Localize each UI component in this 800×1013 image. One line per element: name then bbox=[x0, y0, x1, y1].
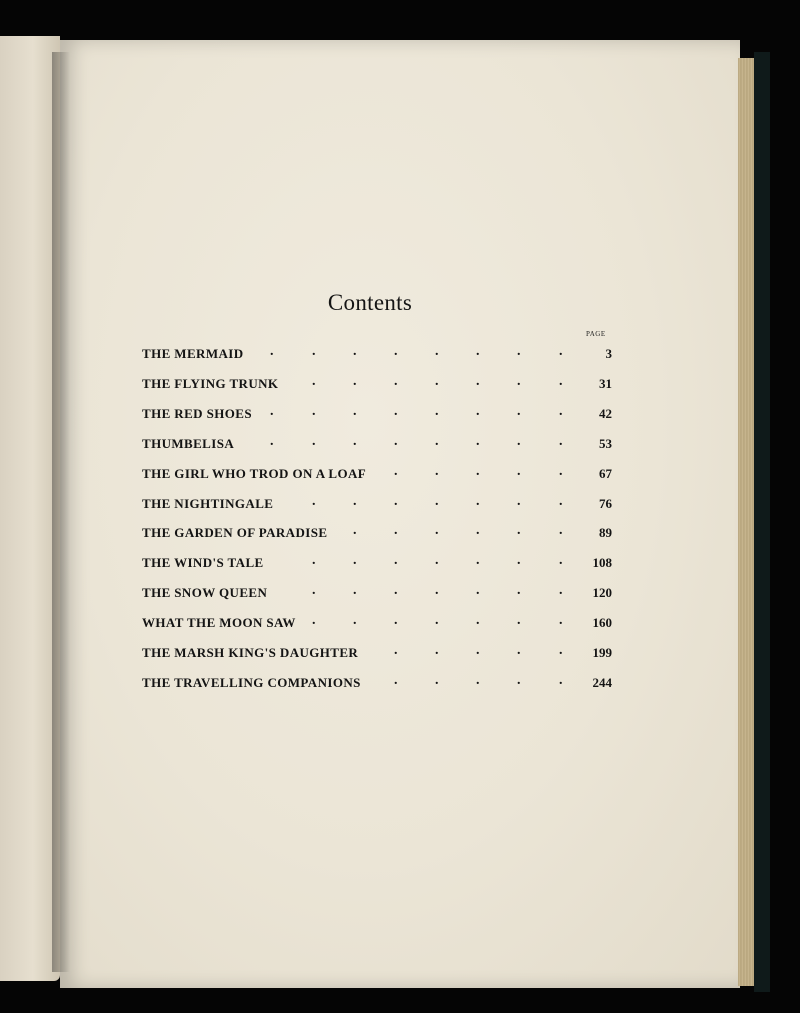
leader-dot: . bbox=[559, 433, 563, 449]
leader-dot: . bbox=[353, 553, 357, 569]
toc-entry-title: WHAT THE MOON SAW bbox=[142, 615, 296, 631]
toc-entry bbox=[142, 403, 612, 426]
toc-entry-title: THE GARDEN OF PARADISE bbox=[142, 525, 328, 541]
toc-entry-page-number: 244 bbox=[592, 674, 612, 690]
leader-dot: . bbox=[435, 523, 439, 539]
contents-heading: Contents bbox=[327, 290, 413, 315]
toc-entry-title: THE FLYING TRUNK bbox=[142, 375, 279, 391]
leader-dot: . bbox=[394, 553, 398, 569]
leader-dot: . bbox=[312, 403, 316, 419]
leader-dot: . bbox=[353, 433, 357, 449]
leader-dot: . bbox=[394, 344, 398, 359]
leader-dot: . bbox=[517, 403, 521, 419]
toc-entry-page-number: 42 bbox=[599, 405, 612, 421]
leader-dot: . bbox=[353, 613, 357, 629]
leader-dot: . bbox=[517, 344, 521, 359]
leader-dot: . bbox=[435, 553, 439, 569]
page-column-label: PAGE bbox=[586, 330, 606, 338]
leader-dot: . bbox=[270, 433, 274, 449]
leader-dot: . bbox=[435, 613, 439, 629]
toc-entry bbox=[142, 433, 612, 456]
leader-dot: . bbox=[435, 672, 439, 688]
leader-dot: . bbox=[312, 553, 316, 569]
leader-dot: . bbox=[435, 373, 439, 389]
toc-entry bbox=[142, 346, 612, 366]
leader-dot: . bbox=[270, 403, 274, 419]
leader-dot: . bbox=[394, 493, 398, 509]
leader-dot: . bbox=[312, 493, 316, 509]
toc-entry bbox=[142, 585, 612, 605]
toc-entry-page-number: 120 bbox=[592, 585, 612, 601]
leader-dot: . bbox=[559, 613, 563, 629]
leader-dot: . bbox=[353, 373, 357, 389]
leader-dot: . bbox=[353, 493, 357, 509]
leader-dot: . bbox=[312, 433, 316, 449]
leader-dot: . bbox=[476, 613, 480, 629]
leader-dot: . bbox=[312, 613, 316, 629]
leader-dot: . bbox=[517, 583, 521, 599]
toc-entry bbox=[142, 555, 612, 575]
toc-entry bbox=[142, 525, 612, 545]
leader-dot: . bbox=[476, 523, 480, 539]
toc-entry bbox=[142, 615, 612, 635]
leader-dot: . bbox=[394, 613, 398, 629]
leader-dot: . bbox=[476, 344, 480, 359]
leader-dot: . bbox=[559, 523, 563, 539]
toc-entry bbox=[142, 463, 612, 486]
leader-dot: . bbox=[435, 433, 439, 449]
leader-dot: . bbox=[435, 403, 439, 419]
leader-dot: . bbox=[517, 553, 521, 569]
leader-dot: . bbox=[517, 613, 521, 629]
facing-page bbox=[0, 36, 60, 981]
leader-dot: . bbox=[394, 433, 398, 449]
leader-dot: . bbox=[394, 403, 398, 419]
leader-dot: . bbox=[559, 463, 563, 479]
leader-dot: . bbox=[353, 344, 357, 359]
leader-dot: . bbox=[435, 493, 439, 509]
leader-dot: . bbox=[394, 463, 398, 479]
leader-dot: . bbox=[476, 493, 480, 509]
leader-dot: . bbox=[517, 643, 521, 658]
leader-dot: . bbox=[394, 583, 398, 599]
toc-entry-page-number: 108 bbox=[592, 555, 612, 571]
toc-entry-title: THE WIND'S TALE bbox=[142, 555, 264, 571]
toc-entry-page-number: 199 bbox=[592, 645, 612, 660]
toc-entry-title: THE NIGHTINGALE bbox=[142, 495, 274, 511]
toc-entry-title: THE TRAVELLING COMPANIONS bbox=[142, 674, 361, 690]
toc-entry-page-number: 67 bbox=[599, 465, 612, 481]
toc-entry-page-number: 76 bbox=[599, 495, 612, 511]
leader-dot: . bbox=[394, 373, 398, 389]
leader-dot: . bbox=[559, 493, 563, 509]
leader-dot: . bbox=[559, 403, 563, 419]
leader-dot: . bbox=[394, 672, 398, 688]
leader-dot: . bbox=[517, 523, 521, 539]
leader-dot: . bbox=[559, 643, 563, 658]
leader-dot: . bbox=[476, 583, 480, 599]
toc-entry-title: THE MERMAID bbox=[142, 346, 244, 361]
leader-dot: . bbox=[559, 583, 563, 599]
page-gutter bbox=[52, 52, 70, 972]
leader-dot: . bbox=[312, 583, 316, 599]
leader-dot: . bbox=[312, 344, 316, 359]
leader-dot: . bbox=[559, 672, 563, 688]
leader-dot: . bbox=[559, 373, 563, 389]
leader-dot: . bbox=[476, 373, 480, 389]
leader-dot: . bbox=[353, 583, 357, 599]
leader-dot: . bbox=[476, 403, 480, 419]
leader-dot: . bbox=[435, 344, 439, 359]
leader-dot: . bbox=[517, 672, 521, 688]
leader-dot: . bbox=[517, 493, 521, 509]
toc-entry-title: THE GIRL WHO TROD ON A LOAF bbox=[142, 465, 367, 481]
leader-dot: . bbox=[517, 373, 521, 389]
leader-dot: . bbox=[435, 463, 439, 479]
toc-entry-title: THUMBELISA bbox=[142, 435, 235, 451]
leader-dot: . bbox=[476, 433, 480, 449]
toc-entry-page-number: 89 bbox=[599, 525, 612, 541]
toc-entry-page-number: 160 bbox=[592, 615, 612, 631]
leader-dot: . bbox=[476, 643, 480, 658]
leader-dot: . bbox=[476, 463, 480, 479]
leader-dot: . bbox=[394, 643, 398, 658]
toc-entry-title: THE RED SHOES bbox=[142, 405, 252, 421]
leader-dot: . bbox=[559, 553, 563, 569]
toc-entry bbox=[142, 672, 612, 695]
toc-entry-title: THE SNOW QUEEN bbox=[142, 585, 268, 601]
leader-dot: . bbox=[270, 344, 274, 359]
leader-dot: . bbox=[353, 403, 357, 419]
toc-entry bbox=[142, 645, 612, 665]
book-cover-edge bbox=[754, 52, 770, 992]
toc-entry-page-number: 31 bbox=[599, 375, 612, 391]
leader-dot: . bbox=[394, 523, 398, 539]
toc-entry-page-number: 53 bbox=[599, 435, 612, 451]
toc-entry-title: THE MARSH KING'S DAUGHTER bbox=[142, 645, 359, 660]
leader-dot: . bbox=[517, 433, 521, 449]
leader-dot: . bbox=[559, 344, 563, 359]
leader-dot: . bbox=[312, 373, 316, 389]
leader-dot: . bbox=[435, 643, 439, 658]
toc-entry-page-number: 3 bbox=[605, 346, 612, 361]
toc-entry bbox=[142, 373, 612, 396]
leader-dot: . bbox=[517, 463, 521, 479]
leader-dot: . bbox=[435, 583, 439, 599]
leader-dot: . bbox=[476, 553, 480, 569]
toc-entry bbox=[142, 493, 612, 516]
leader-dot: . bbox=[476, 672, 480, 688]
leader-dot: . bbox=[353, 523, 357, 539]
